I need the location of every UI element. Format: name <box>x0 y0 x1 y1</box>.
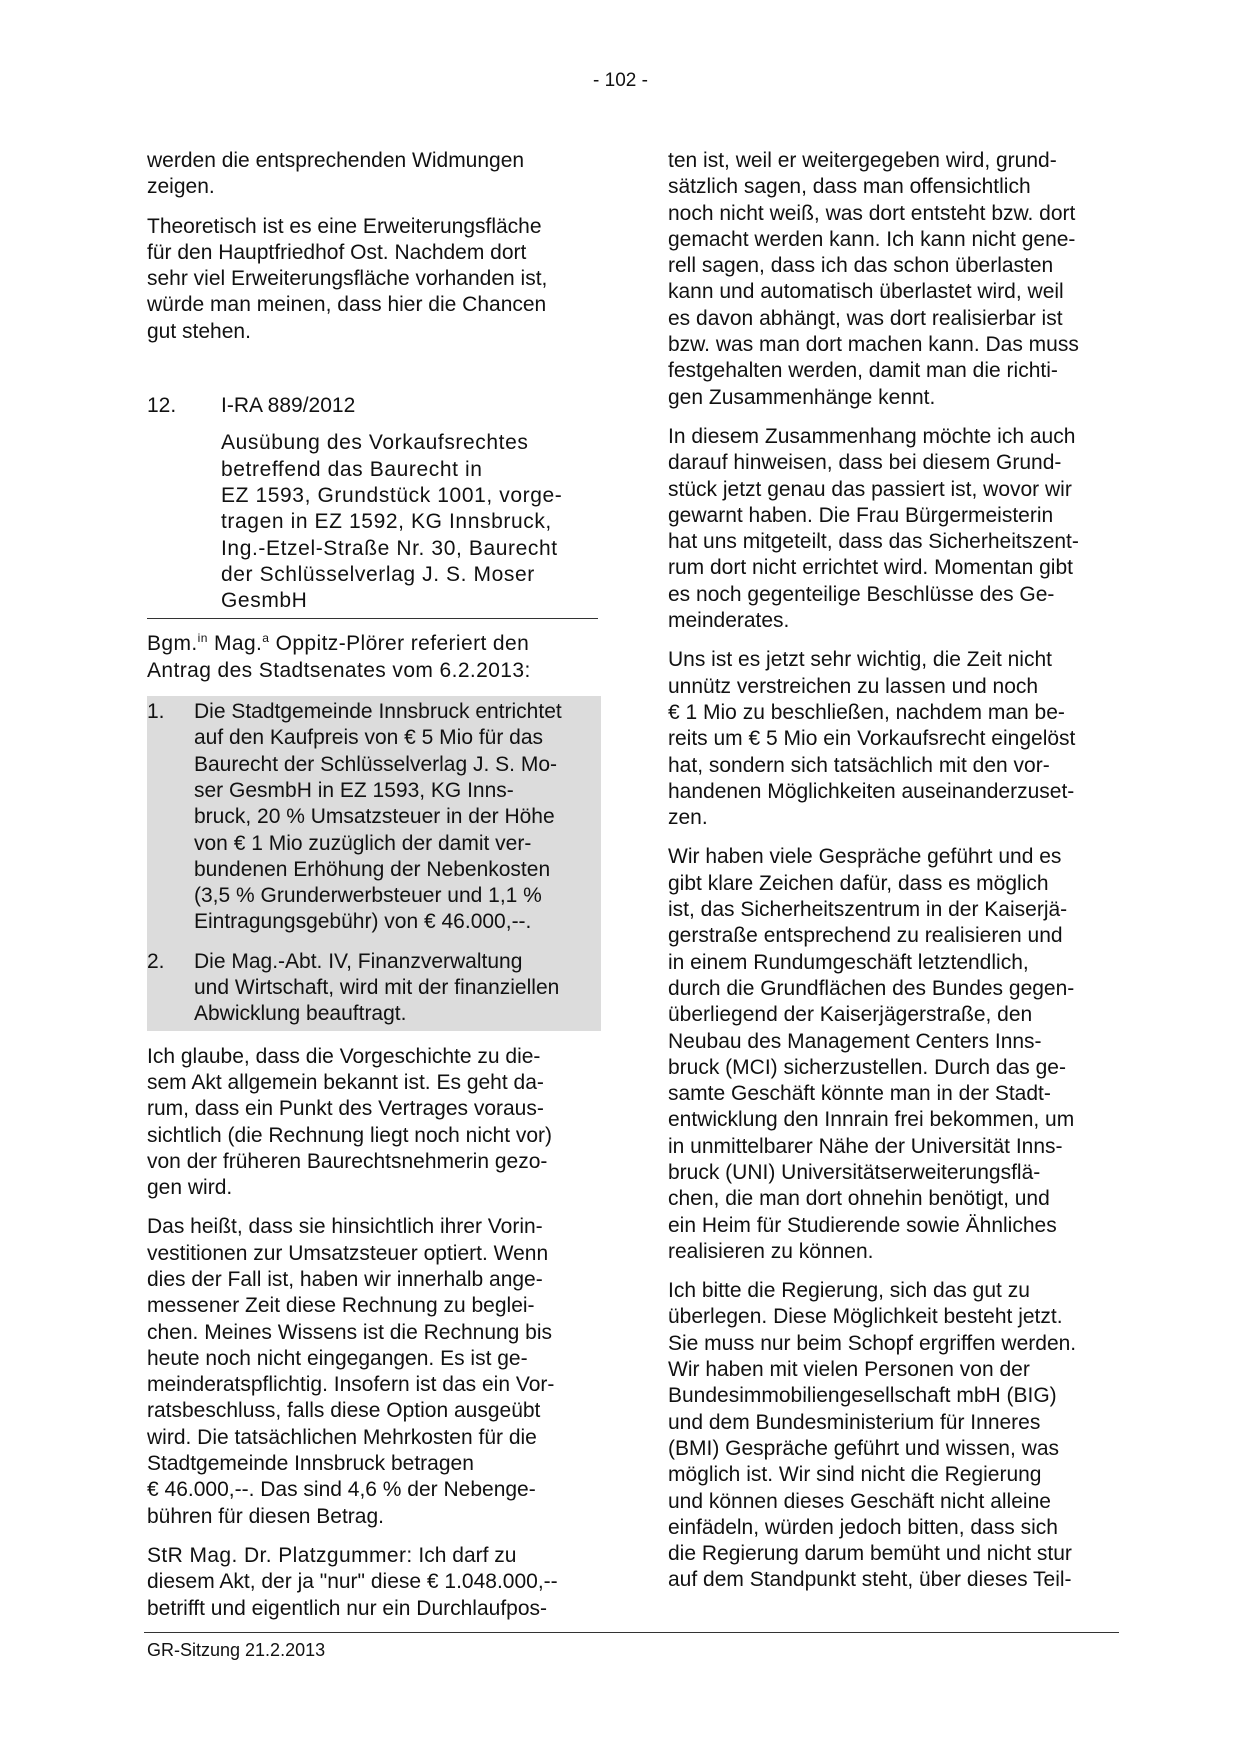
paragraph: ten ist, weil er weitergegeben wird, grund- sätzlich sagen, dass man offensichtlich noch nicht weiß, was dort entsteht bzw. dort gemacht werden kann. Ich kann nicht gene- rell sagen, dass ich das schon überlasten kann und automatisch überlastet wird, weil es davon abhängt, was dort realisierbar ist bzw. was man dort machen kann. Das muss festgehalten werden, damit man die richti- gen Zusammenhänge kennt. <box>668 149 1079 409</box>
intro-sup-in: in <box>197 631 208 646</box>
paragraph: werden die entsprechenden Widmungen zeigen. <box>147 149 525 199</box>
footer-text: GR-Sitzung 21.2.2013 <box>147 1640 326 1660</box>
paragraph: Ich glaube, dass die Vorgeschichte zu die- sem Akt allgemein bekannt ist. Es geht da- rum, dass ein Punkt des Vertrages voraus- sichtlich (die Rechnung liegt noch nicht vor) von der früheren Baurechtsnehmerin gezo- gen wird. <box>147 1044 553 1200</box>
motion-box <box>147 696 601 1031</box>
intro-bgm: Bgm. <box>147 632 198 656</box>
paragraph: Wir haben viele Gespräche geführt und es gibt klare Zeichen dafür, dass es möglich ist, das Sicherheitszentrum in der Kaiserjä- gerstraße entsprechend zu realisieren und in einem Rundumgeschäft letztendlich, durch die Grundflächen des Bundes gegen- überliegend der Kaiserjägerstraße, den Neubau des Management Centers Inns- bruck (MCI) sicherzustellen. Durch das ge- samte Geschäft könnte man in der Stadt- entwicklung den Innrain frei bekommen, um in unmittelbarer Nähe der Universität Inns- bruck (UNI) Universitätserweiterungsflä- chen, die man dort ohnehin benötigt, und ein Heim für Studierende sowie Ähnliches realisieren zu können. <box>668 845 1075 1263</box>
page-number: - 102 - <box>593 70 648 91</box>
motion-item-number: 2. <box>147 949 165 973</box>
agenda-item-number: 12. <box>147 394 177 418</box>
intro-mag: Mag. <box>207 632 263 656</box>
intro-sup-a: a <box>262 631 270 646</box>
agenda-item-header <box>147 393 601 419</box>
motion-item <box>147 949 601 1028</box>
paragraph: Theoretisch ist es eine Erweiterungsfläche für den Hauptfriedhof Ost. Nachdem dort sehr viel Erweiterungsfläche vorhanden ist, würde man meinen, dass hier die Chancen gut stehen. <box>147 214 548 343</box>
agenda-item-reference: I-RA 889/2012 <box>221 394 356 418</box>
paragraph: Uns ist es jetzt sehr wichtig, die Zeit nicht unnütz verstreichen zu lassen und noch € 1 Mio zu beschließen, nachdem man be- reits um € 5 Mio ein Vorkaufsrecht eingelöst hat, sondern sich tatsächlich mit den vor- handenen Möglichkeiten auseinanderzuset- zen. <box>668 648 1076 830</box>
motion-item <box>147 699 601 936</box>
section-divider <box>147 618 598 619</box>
intro-rest: Oppitz-Plörer referiert den Antrag des Stadtsenates vom 6.2.2013: <box>147 632 531 682</box>
speaker-name: StR Mag. Dr. Platzgummer: <box>147 1543 413 1567</box>
motion-intro <box>147 631 601 684</box>
left-column <box>147 148 601 1622</box>
speaker-paragraph <box>147 1543 601 1622</box>
motion-item-number: 1. <box>147 700 165 724</box>
paragraph: Das heißt, dass sie hinsichtlich ihrer Vorin- vestitionen zur Umsatzsteuer optiert. Wenn dies der Fall ist, haben wir innerhalb ange- messener Zeit diese Rechnung zu beglei- chen. Meines Wissens ist die Rechnung bis heute noch nicht eingegangen. Es ist ge- meinderatspflichtig. Insofern ist das ein Vor- ratsbeschluss, falls diese Option ausgeübt wird. Die tatsächlichen Mehrkosten für die Stadtgemeinde Innsbruck betragen € 46.000,--. Das sind 4,6 % der Nebenge- bühren für diesen Betrag. <box>147 1215 555 1528</box>
paragraph: Ich bitte die Regierung, sich das gut zu überlegen. Diese Möglichkeit besteht jetzt. Sie muss nur beim Schopf ergriffen werden. Wir haben mit vielen Personen von der Bundesimmobiliengesellschaft mbH (BIG) und dem Bundesministerium für Inneres (BMI) Gespräche geführt und wissen, was möglich ist. Wir sind nicht die Regierung und können dieses Geschäft nicht alleine einfädeln, würden jedoch bitten, dass sich die Regierung darum bemüht und nicht stur auf dem Standpunkt steht, über dieses Teil- <box>668 1279 1077 1592</box>
footer-divider <box>144 1632 1119 1633</box>
agenda-item-title: Ausübung des Vorkaufsrechtes betreffend das Baurecht in EZ 1593, Grundstück 1001, vorge- tragen in EZ 1592, KG Innsbruck, Ing.-Etzel-Straße Nr. 30, Baurecht der Schlüsselverlag J. S. Moser GesmbH <box>221 431 563 613</box>
paragraph: In diesem Zusammenhang möchte ich auch darauf hinweisen, dass bei diesem Grund- stück jetzt genau das passiert ist, wovor wir gewarnt haben. Die Frau Bürgermeisterin hat uns mitgeteilt, dass das Sicherheitszent- rum dort nicht errichtet wird. Momentan gibt es noch gegenteilige Beschlüsse des Ge- meinderates. <box>668 424 1079 633</box>
motion-item-text: Die Stadtgemeinde Innsbruck entrichtet auf den Kaufpreis von € 5 Mio für das Baurecht der Schlüsselverlag J. S. Mo- ser GesmbH in EZ 1593, KG Inns- bruck, 20 % Umsatzsteuer in der Höhe von € 1 Mio zuzüglich der damit ver- bundenen Erhöhung der Nebenkosten (3,5 % Grunderwerbsteuer und 1,1 % Eintragungsgebühr) von € 46.000,--. <box>194 700 562 934</box>
motion-item-text: Die Mag.-Abt. IV, Finanzverwaltung und Wirtschaft, wird mit der finanziellen Abwicklung beauftragt. <box>194 949 560 1026</box>
right-column <box>668 148 1120 1594</box>
speaker-text: Ich darf zu diesem Akt, der ja "nur" diese € 1.048.000,-- betrifft und eigentlich nur ein Durchlaufpos- <box>147 1543 558 1620</box>
